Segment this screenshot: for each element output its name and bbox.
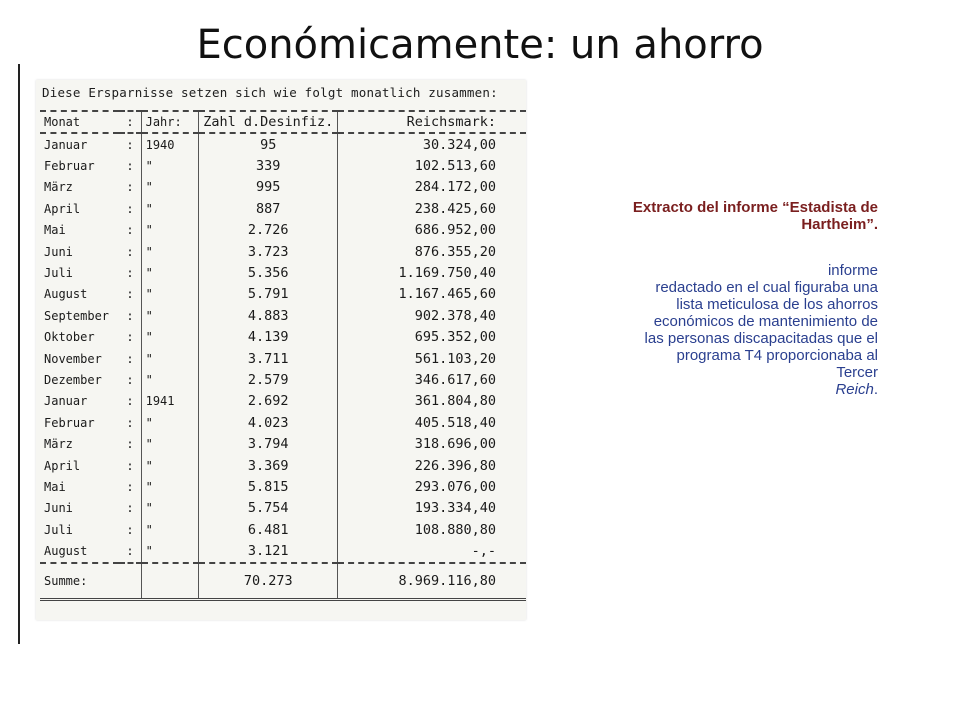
cell-reichsmark: 405.518,40: [338, 412, 526, 433]
cell-month: Oktober: [44, 330, 95, 345]
cell-colon: :: [126, 372, 134, 387]
cell-year: ": [141, 177, 199, 198]
cell-colon: :: [126, 137, 134, 152]
cell-month: Juli: [44, 522, 73, 537]
document-heading: Diese Ersparnisse setzen sich wie folgt monatlich zusammen:: [42, 85, 498, 100]
cell-month: Mai: [44, 479, 66, 494]
cell-reichsmark: 30.324,00: [338, 133, 526, 155]
cell-year: ": [141, 455, 199, 476]
table-row: [40, 348, 526, 369]
cell-month: März: [44, 437, 73, 452]
scanned-document: [36, 80, 526, 620]
cell-month: Dezember: [44, 372, 102, 387]
table-row: [40, 433, 526, 454]
cell-reichsmark: 876.355,20: [338, 241, 526, 262]
cell-count: 4.023: [199, 412, 338, 433]
table-row: [40, 540, 526, 562]
cell-count: 3.723: [199, 241, 338, 262]
cell-month: April: [44, 201, 81, 216]
cell-year: ": [141, 433, 199, 454]
cell-month: August: [44, 544, 88, 559]
cell-colon: :: [126, 266, 134, 281]
cell-month: Mai: [44, 223, 66, 238]
cell-reichsmark: 361.804,80: [338, 391, 526, 412]
slide-title: Económicamente: un ahorro: [196, 22, 764, 68]
cell-reichsmark: 284.172,00: [338, 177, 526, 198]
cell-year: ": [141, 305, 199, 326]
cell-year: 1941: [141, 391, 199, 412]
cell-month: August: [44, 287, 88, 302]
cell-count: 3.369: [199, 455, 338, 476]
cell-month: Februar: [44, 415, 95, 430]
cell-month: Juni: [44, 244, 73, 259]
cell-reichsmark: 102.513,60: [338, 155, 526, 176]
cell-year: ": [141, 348, 199, 369]
header-month: Monat: [40, 111, 119, 133]
cell-month: Juni: [44, 501, 73, 516]
sum-reichsmark: 8.969.116,80: [338, 563, 526, 600]
cell-reichsmark: -,-: [338, 540, 526, 562]
cell-month: Februar: [44, 159, 95, 174]
cell-year: ": [141, 241, 199, 262]
cell-count: 4.883: [199, 305, 338, 326]
table-row: [40, 241, 526, 262]
table-row: [40, 177, 526, 198]
table-row: [40, 133, 526, 155]
table-row: [40, 519, 526, 540]
cell-year: ": [141, 369, 199, 390]
cell-reichsmark: 902.378,40: [338, 305, 526, 326]
cell-count: 4.139: [199, 327, 338, 348]
table-row: [40, 498, 526, 519]
cell-year: ": [141, 262, 199, 283]
cell-reichsmark: 1.167.465,60: [338, 284, 526, 305]
cell-month: März: [44, 180, 73, 195]
caption-body: [578, 262, 878, 398]
cell-year: ": [141, 220, 199, 241]
cell-year: ": [141, 155, 199, 176]
cell-count: 5.356: [199, 262, 338, 283]
cell-reichsmark: 561.103,20: [338, 348, 526, 369]
cell-reichsmark: 108.880,80: [338, 519, 526, 540]
cell-count: 3.121: [199, 540, 338, 562]
cell-reichsmark: 226.396,80: [338, 455, 526, 476]
cell-reichsmark: 318.696,00: [338, 433, 526, 454]
cell-colon: :: [126, 437, 134, 452]
table-body: [40, 133, 526, 563]
sum-row: [40, 563, 526, 600]
cell-colon: :: [126, 394, 134, 409]
cell-colon: :: [126, 201, 134, 216]
cell-colon: :: [126, 501, 134, 516]
cell-colon: :: [126, 415, 134, 430]
table-row: [40, 412, 526, 433]
cell-count: 3.794: [199, 433, 338, 454]
cell-reichsmark: 346.617,60: [338, 369, 526, 390]
cell-count: 5.791: [199, 284, 338, 305]
caption-body-text: informe redactado en el cual figuraba una lista meticulosa de los ahorros económicos de mantenimiento de las personas discapacitadas que el programa T4 proporcionaba al Tercer: [644, 262, 878, 381]
cell-count: 339: [199, 155, 338, 176]
cell-year: 1940: [141, 133, 199, 155]
cell-count: 2.692: [199, 391, 338, 412]
table-row: [40, 369, 526, 390]
cell-reichsmark: 293.076,00: [338, 476, 526, 497]
table-row: [40, 220, 526, 241]
cell-count: 6.481: [199, 519, 338, 540]
cell-colon: :: [126, 544, 134, 559]
cell-colon: :: [126, 223, 134, 238]
table-row: [40, 327, 526, 348]
header-count: Zahl d.Desinfiz.: [199, 111, 338, 133]
sum-count: 70.273: [199, 563, 338, 600]
cell-month: Juli: [44, 266, 73, 281]
table-row: [40, 305, 526, 326]
header-year: Jahr:: [141, 111, 199, 133]
cell-colon: :: [126, 159, 134, 174]
cell-count: 2.726: [199, 220, 338, 241]
cell-month: September: [44, 308, 110, 323]
table-row: [40, 198, 526, 219]
sum-label: Summe:: [40, 563, 141, 600]
sum-year-cell: [141, 563, 199, 600]
cell-year: ": [141, 476, 199, 497]
savings-table: [40, 110, 526, 601]
cell-colon: :: [126, 308, 134, 323]
cell-month: Januar: [44, 394, 88, 409]
cell-reichsmark: 686.952,00: [338, 220, 526, 241]
cell-count: 3.711: [199, 348, 338, 369]
cell-count: 5.815: [199, 476, 338, 497]
cell-year: ": [141, 284, 199, 305]
cell-count: 95: [199, 133, 338, 155]
header-colon: :: [119, 111, 141, 133]
cell-colon: :: [126, 330, 134, 345]
cell-count: 995: [199, 177, 338, 198]
cell-colon: :: [126, 479, 134, 494]
cell-month: April: [44, 458, 81, 473]
cell-year: ": [141, 412, 199, 433]
cell-colon: :: [126, 351, 134, 366]
cell-colon: :: [126, 287, 134, 302]
cell-colon: :: [126, 458, 134, 473]
cell-month: November: [44, 351, 102, 366]
cell-count: 5.754: [199, 498, 338, 519]
cell-count: 887: [199, 198, 338, 219]
cell-colon: :: [126, 180, 134, 195]
cell-count: 2.579: [199, 369, 338, 390]
cell-reichsmark: 1.169.750,40: [338, 262, 526, 283]
cell-colon: :: [126, 244, 134, 259]
caption-body-italic: Reich: [835, 381, 874, 398]
caption-heading: Extracto del informe “Estadista de Hartheim”.: [632, 199, 878, 233]
cell-reichsmark: 695.352,00: [338, 327, 526, 348]
cell-colon: :: [126, 522, 134, 537]
caption-body-end: .: [873, 381, 878, 398]
cell-reichsmark: 193.334,40: [338, 498, 526, 519]
table-row: [40, 455, 526, 476]
header-reichsmark: Reichsmark:: [338, 111, 526, 133]
table-row: [40, 284, 526, 305]
table-row: [40, 262, 526, 283]
table-row: [40, 155, 526, 176]
cell-year: ": [141, 498, 199, 519]
cell-year: ": [141, 327, 199, 348]
cell-reichsmark: 238.425,60: [338, 198, 526, 219]
table-row: [40, 391, 526, 412]
table-header-row: [40, 111, 526, 133]
cell-year: ": [141, 540, 199, 562]
cell-year: ": [141, 519, 199, 540]
left-divider-line: [18, 64, 20, 644]
table-row: [40, 476, 526, 497]
cell-year: ": [141, 198, 199, 219]
cell-month: Januar: [44, 137, 88, 152]
